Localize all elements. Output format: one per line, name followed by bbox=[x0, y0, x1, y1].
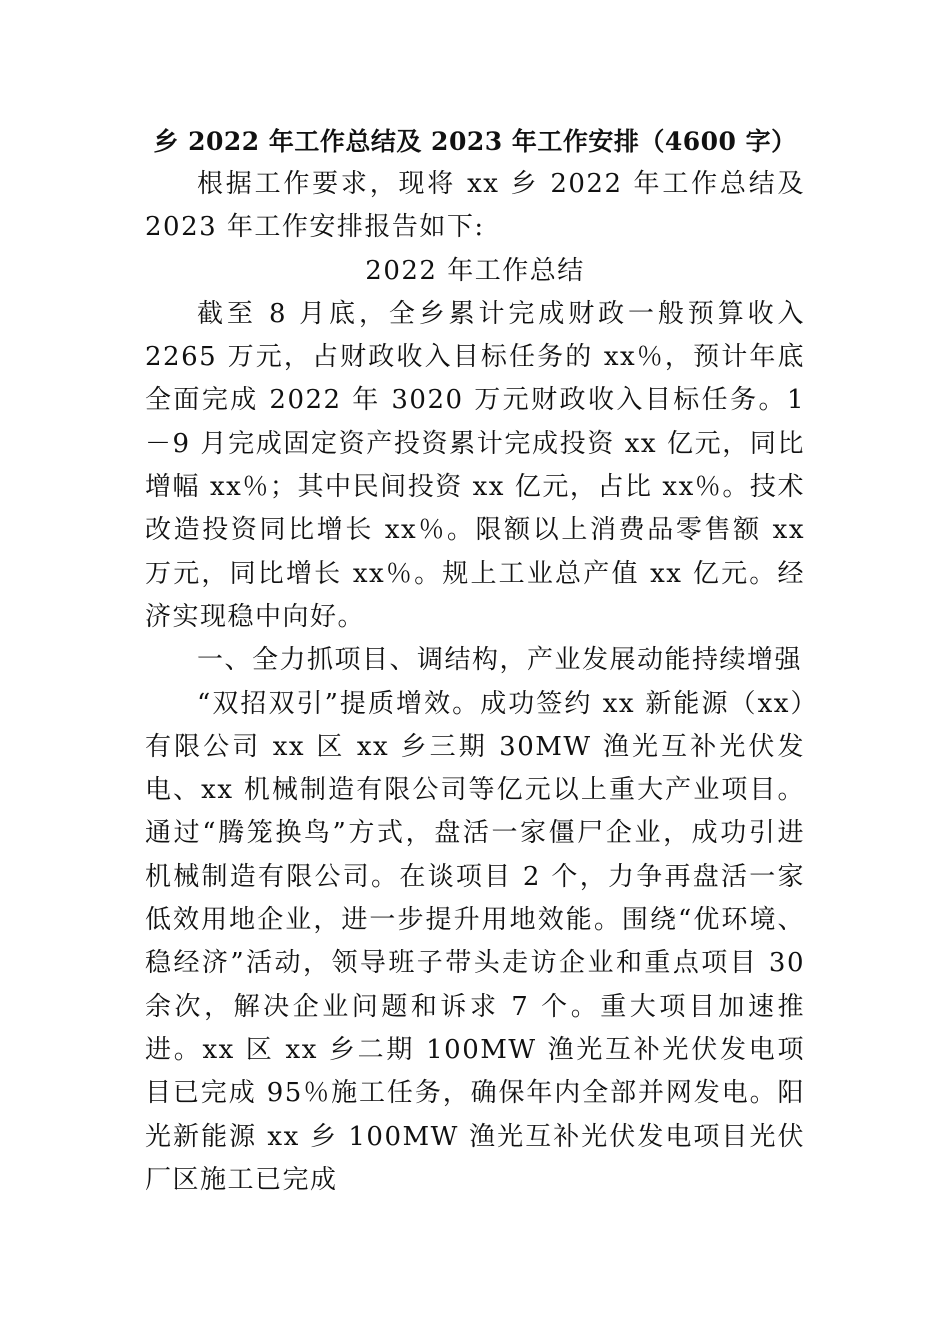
body-paragraph-1: 截至 8 月底，全乡累计完成财政一般预算收入 2265 万元，占财政收入目标任务的 xx％，预计年底全面完成 2022 年 3020 万元财政收入目标任务。1－9 月完成固定资产投资累计完成投资 xx 亿元，同比增幅 xx％；其中民间投资 xx 亿元，占比 xx％。技术改造投资同比增长 xx％。限额以上消费品零售额 xx 万元，同比增长 xx％。规上工业总产值 xx 亿元。经济实现稳中向好。 bbox=[145, 298, 805, 632]
intro-paragraph: 根据工作要求，现将 xx 乡 2022 年工作总结及 2023 年工作安排报告如下: bbox=[145, 169, 805, 243]
section-heading: 2022 年工作总结 bbox=[365, 255, 585, 286]
document-body bbox=[145, 120, 805, 1202]
subheading-1: 一、全力抓项目、调结构，产业发展动能持续增强 bbox=[197, 645, 803, 676]
document-title: 乡 2022 年工作总结及 2023 年工作安排（4600 字） bbox=[153, 127, 797, 156]
body-paragraph-2: “双招双引”提质增效。成功签约 xx 新能源（xx）有限公司 xx 区 xx 乡三期 30MW 渔光互补光伏发电、xx 机械制造有限公司等亿元以上重大产业项目。通过“腾笼换鸟”方式，盘活一家僵尸企业，成功引进机械制造有限公司。在谈项目 2 个，力争再盘活一家低效用地企业，进一步提升用地效能。围绕“优环境、稳经济”活动，领导班子带头走访企业和重点项目 30 余次，解决企业问题和诉求 7 个。重大项目加速推进。xx 区 xx 乡二期 100MW 渔光互补光伏发电项目已完成 95％施工任务，确保年内全部并网发电。阳光新能源 xx 乡 100MW 渔光互补光伏发电项目光伏厂区施工已完成 bbox=[145, 688, 805, 1195]
